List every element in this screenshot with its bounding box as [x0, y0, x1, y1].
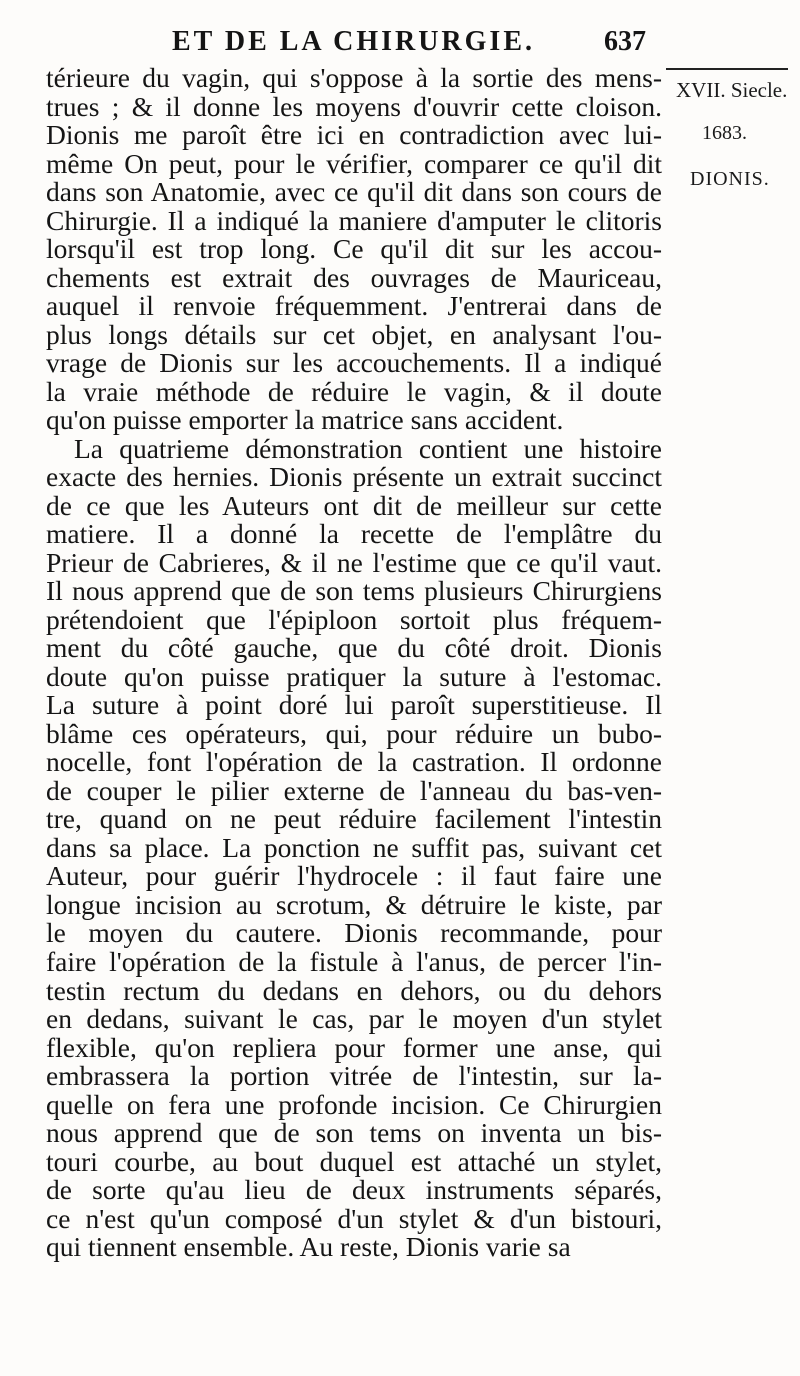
text-line: chements est extrait des ouvrages de Mauriceau, — [46, 261, 662, 293]
text-line: prétendoient que l'épiploon sortoit plus fréquem- — [46, 603, 662, 635]
text-line: nocelle, font l'opération de la castration. Il ordonne — [46, 746, 662, 778]
text-line: nous apprend que de son tems on inventa un bis- — [46, 1117, 662, 1149]
text-line: tre, quand on ne peut réduire facilement l'intestin — [46, 803, 662, 835]
text-line: lorsqu'il est trop long. Ce qu'il dit sur les accou- — [46, 233, 662, 265]
text-line: Dionis me paroît être ici en contradiction avec lui- — [46, 119, 662, 151]
text-line: La quatrieme démonstration contient une histoire — [74, 432, 662, 464]
text-line: touri courbe, au bout duquel est attaché un stylet, — [46, 1145, 662, 1177]
text-line: ce n'est qu'un composé d'un stylet & d'un bistouri, — [46, 1202, 662, 1234]
text-line: Prieur de Cabrieres, & il ne l'estime que ce qu'il vaut. — [46, 546, 662, 578]
text-line: faire l'opération de la fistule à l'anus, de percer l'in- — [46, 945, 662, 977]
text-line: dans son Anatomie, avec ce qu'il dit dans son cours de — [46, 176, 662, 208]
margin-rule — [666, 68, 788, 70]
margin-year: 1683. — [702, 122, 747, 144]
text-line: matiere. Il a donné la recette de l'emplâtre du — [46, 518, 662, 550]
text-line: qui tiennent ensemble. Au reste, Dionis varie sa — [46, 1231, 571, 1263]
text-line: de sorte qu'au lieu de deux instruments séparés, — [46, 1174, 662, 1206]
text-line: exacte des hernies. Dionis présente un extrait succinct — [46, 461, 662, 493]
text-line: plus longs détails sur cet objet, en analysant l'ou- — [46, 318, 662, 350]
text-line: de ce que les Auteurs ont dit de meilleur sur cette — [46, 489, 662, 521]
text-line: Chirurgie. Il a indiqué la maniere d'amputer le clitoris — [46, 204, 662, 236]
text-line: Il nous apprend que de son tems plusieurs Chirurgiens — [46, 575, 662, 607]
text-line: testin rectum du dedans en dehors, ou du dehors — [46, 974, 662, 1006]
text-line: même On peut, pour le vérifier, comparer ce qu'il dit — [46, 147, 662, 179]
text-line: auquel il renvoie fréquemment. J'entrerai dans de — [46, 290, 662, 322]
text-line: embrassera la portion vitrée de l'intestin, sur la- — [46, 1060, 662, 1092]
text-line: vrage de Dionis sur les accouchements. Il a indiqué — [46, 347, 662, 379]
page-number: 637 — [604, 26, 646, 57]
text-line: quelle on fera une profonde incision. Ce Chirurgien — [46, 1088, 662, 1120]
body-text — [46, 64, 662, 1262]
text-line: la vraie méthode de réduire le vagin, & il doute — [46, 375, 662, 407]
text-line: trues ; & il donne les moyens d'ouvrir cette cloison. — [46, 90, 662, 122]
page-header — [0, 18, 800, 58]
text-line: ment du côté gauche, que du côté droit. Dionis — [46, 632, 662, 664]
text-line: flexible, qu'on repliera pour former une anse, qui — [46, 1031, 662, 1063]
text-line: doute qu'on puisse pratiquer la suture à l'estomac. — [46, 660, 662, 692]
text-line: dans sa place. La ponction ne suffit pas, suivant cet — [46, 831, 662, 863]
text-line: térieure du vagin, qui s'oppose à la sortie des mens- — [46, 62, 662, 93]
text-line: en dedans, suivant le cas, par le moyen d'un stylet — [46, 1003, 662, 1035]
text-line: blâme ces opérateurs, qui, pour réduire un bubo- — [46, 717, 662, 749]
text-line: de couper le pilier externe de l'anneau du bas-ven- — [46, 774, 662, 806]
margin-century: XVII. Siecle. — [676, 78, 788, 102]
text-line: Auteur, pour guérir l'hydrocele : il faut faire une — [46, 860, 662, 892]
margin-author-name: DIONIS. — [690, 168, 770, 190]
text-line: le moyen du cautere. Dionis recommande, pour — [46, 917, 662, 949]
text-line: La suture à point doré lui paroît superstitieuse. Il — [46, 689, 662, 721]
running-title: ET DE LA CHIRURGIE. — [172, 26, 536, 57]
text-line: qu'on puisse emporter la matrice sans accident. — [46, 404, 564, 436]
text-line: longue incision au scrotum, & détruire le kiste, par — [46, 888, 662, 920]
